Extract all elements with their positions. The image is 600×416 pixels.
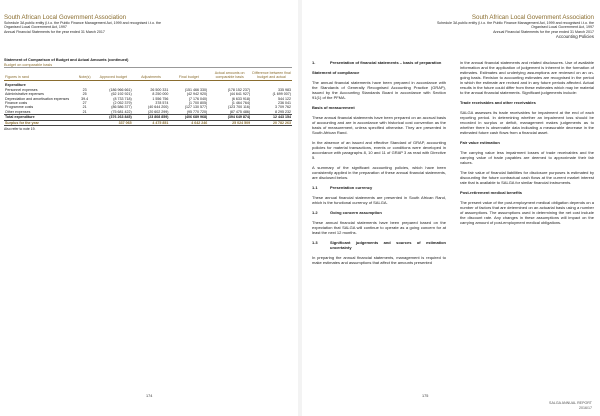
going-concern-paragraph: These annual financial statements have been prepared based on the expectation that SALGA will continue to operate as a going concern for at least the next 12 months.	[312, 220, 446, 235]
trade-receivables-heading: Trade receivables and other receivables	[460, 100, 536, 105]
right-page	[304, 14, 598, 410]
surplus-approved: 337 065	[94, 120, 133, 125]
column-header: Figures in rand	[4, 71, 75, 81]
header-line-3: Annual Financial Statements for the year ended 31 March 2017	[4, 29, 105, 34]
column-header: Actual amounts on comparable basis	[208, 71, 251, 81]
statement-subtitle: Budget on comparable basis	[4, 63, 292, 69]
row-approved: (62 192 921)	[111, 92, 132, 97]
header-line-2: Organised Local Government Act, 1997	[4, 25, 67, 30]
heading-1-2	[312, 210, 446, 215]
row-adjustments: 1 556 756	[152, 96, 169, 101]
policy-column-1	[312, 60, 446, 270]
table-header-row	[4, 71, 292, 81]
column-header: Difference between final budget and actual	[252, 71, 291, 80]
surplus-difference: 20 782 263	[251, 120, 292, 125]
measurement-heading: Basis of measurement	[312, 105, 355, 110]
row-label: Personnel expenses	[5, 87, 38, 92]
row-approved: (186 966 661)	[109, 87, 132, 92]
compliance-paragraph: The annual financial statements have been prepared in accordance with the Standards of Generally Recognised Accounting Practice (GRAP), issued by the Accounting Standards Board in accordance with Section 91(1) of the PFMA.	[312, 80, 446, 100]
row-actual: (6 633 918)	[231, 96, 251, 101]
row-approved: (75 681 422)	[111, 109, 132, 114]
row-adjustments: 26 500 331	[150, 87, 169, 92]
row-final: (127 130 577)	[184, 105, 208, 110]
row-adjustments: (40 644 200)	[148, 105, 169, 110]
org-title: South African Local Government Association	[471, 14, 594, 21]
section-label: Expenditure	[5, 83, 26, 88]
row-approved: (8 733 718)	[113, 96, 132, 101]
row-final: (7 176 040)	[188, 96, 208, 101]
heading-text: Presentation of financial statements – basis of preparation	[330, 60, 442, 65]
budget-statement	[4, 58, 292, 131]
row-label: Depreciation and amortisation expenses	[5, 96, 70, 101]
row-final: (42 942 920)	[186, 92, 208, 97]
header-line-3: Annual Financial Statements for the year ended 31 March 2017	[493, 29, 594, 34]
row-difference: 335 983	[278, 87, 291, 92]
right-page-number: 175	[422, 394, 429, 398]
estimates-paragraph: in the annual financial statements and related disclosures. Use of available information and the application of judgement is inherent in the formation of estimates. Estimates and underlying assumptions are reviewed on an on-going basis. Revision to accounting estimates are recognised in the period in which the estimate are revised and in any future periods affected. Actual results in the future could differ from these estimates which may be material to the annual financial statements. Significant judgements include:	[460, 60, 594, 95]
footer-line-2: 2016/17	[579, 405, 592, 410]
fair-value-heading: Fair value estimation	[460, 140, 500, 145]
heading-1-1	[312, 185, 446, 190]
row-approved: (2 052 379)	[113, 101, 132, 105]
row-difference: 236 041	[278, 101, 291, 105]
row-note: 27	[82, 101, 87, 105]
page-gutter	[298, 0, 302, 416]
row-label: Administrative expenses	[5, 92, 44, 97]
footer-line-1: SALGA ANNUAL REPORT	[549, 401, 592, 406]
left-page-number: 174	[146, 394, 153, 398]
row-difference: 8 295 232	[275, 109, 291, 114]
row-final: (1 700 805)	[188, 101, 208, 105]
surplus-row	[4, 120, 292, 125]
heading-number: 1.1	[312, 185, 318, 190]
heading-number: 1.	[312, 60, 316, 65]
compliance-heading: Statement of compliance	[312, 70, 360, 75]
surplus-final: 4 642 246	[169, 120, 208, 125]
right-header	[304, 14, 598, 39]
row-actual: (178 152 237)	[227, 87, 251, 92]
header-line-1: Schedule 3A public entity (i.t.o. the Public Finance Management Act, 1999 and recognised i.t.o. the	[436, 21, 594, 25]
column-header: Adjustments	[133, 71, 170, 81]
org-title: South African Local Government Association	[4, 14, 127, 21]
row-actual: (1 464 764)	[231, 101, 251, 105]
row-label: Other expenses	[5, 109, 31, 114]
fair-value-paragraph-1: The carrying value less impairment losses of trade receivables and the carrying value of trade payables are deemed to approximate their fair values.	[460, 150, 594, 165]
column-header: Note(s)	[75, 71, 93, 81]
row-note: 21	[82, 105, 87, 110]
budget-table	[4, 71, 292, 126]
row-note: 23	[82, 87, 87, 92]
row-label: Programme costs	[5, 105, 34, 110]
surplus-label: Surplus for the year	[4, 120, 75, 125]
heading-text: Presentation currency	[330, 185, 373, 190]
row-final: (95 770 720)	[186, 109, 208, 114]
heading-1-3	[312, 240, 446, 250]
surplus-note	[75, 120, 93, 125]
trade-receivables-paragraph: SALGA assesses its trade receivables for impairment at the end of each reporting period. In determining whether an impairment loss should be recorded in surplus or deficit, management makes judgements as to whether there is observable data indicating a measurable decrease in the estimated future cash flows from a financial asset.	[460, 110, 594, 135]
row-actual: (87 475 486)	[229, 109, 251, 114]
total-approved: (376 263 845)	[94, 115, 133, 120]
statement-title: Statement of Comparison of Budget and Actual Amounts (continued)	[4, 58, 129, 62]
measurement-paragraph-2: In the absence of an issued and effective Standard of GRAP, accounting policies for material transactions, events or conditions were developed in accordance with paragraphs 8, 10 and 11 of GRAP 3 as read with Directive 5.	[312, 140, 446, 160]
left-page	[2, 14, 296, 410]
header-line-1: Schedule 3A public entity (i.t.o. the Public Finance Management Act, 1999 and recognised i.t.o. the	[4, 21, 162, 25]
heading-number: 1.3	[312, 240, 318, 245]
policy-column-2	[460, 60, 594, 270]
surplus-adjustments: 4 475 851	[133, 120, 170, 125]
post-retirement-paragraph: The present value of the post-employment medical obligation depends on a number of factors that are determined on an actuarial basis using a number of assumptions. The assumptions used in determining the net cost include the discount rate. Any changes in these assumptions will impact on the carrying amount of post-employment medical obligations.	[460, 200, 594, 225]
post-retirement-heading: Post-retirement medical benefits	[460, 190, 523, 195]
heading-number: 1.2	[312, 210, 318, 215]
total-final: (406 689 968)	[169, 115, 208, 120]
column-header: Approved budget	[94, 71, 133, 81]
row-note: 39.4	[81, 96, 89, 101]
heading-text: Going concern assumption	[330, 210, 382, 215]
measurement-paragraph-1: These annual financial statements have been prepared on an accrual basis of accounting and are in accordance with historical cost convention as the basis of measurement, unless specified otherwise. They are presented in South African Rand.	[312, 115, 446, 135]
judgements-paragraph: In preparing the annual financial statements, management is required to make estimates and assumptions that affect the amounts presented	[312, 255, 446, 265]
section-row	[4, 81, 292, 88]
report-footer	[549, 401, 592, 410]
row-actual: (44 641 927)	[229, 92, 251, 97]
row-adjustments: (20 602 299)	[148, 109, 169, 114]
row-label: Finance costs	[5, 101, 28, 105]
total-label: Total expenditure	[4, 115, 75, 120]
row-final: (151 466 330)	[184, 87, 208, 92]
total-adjustments: (23 808 859)	[133, 115, 170, 120]
total-difference: 12 443 154	[251, 115, 292, 120]
heading-text: Significant judgements and sources of estimation uncertainty	[330, 240, 446, 250]
header-line-2: Organised Local Government Act, 1997	[531, 25, 594, 30]
row-difference: (1 699 007)	[272, 92, 291, 97]
row-note: 25	[82, 92, 87, 97]
row-adjustments: 8 250 000	[152, 92, 169, 97]
row-approved: (86 586 377)	[111, 105, 132, 110]
section-title: Accounting Policies	[555, 33, 594, 39]
row-actual: (123 700 116)	[227, 105, 251, 110]
heading-1	[312, 60, 446, 65]
row-difference: 544 122	[278, 96, 291, 101]
left-header	[2, 14, 296, 34]
column-header: Final budget	[169, 71, 208, 81]
measurement-paragraph-3: A summary of the significant accounting policies, which have been consistently applied in the preparation of these annual financial statements, are disclosed below.	[312, 165, 446, 180]
row-adjustments: 378 574	[155, 101, 169, 105]
also-refer-note: Also refer to note 19.	[4, 127, 36, 132]
currency-paragraph: These annual financial statements are presented in South African Rand, which is the functional currency of SALGA.	[312, 195, 446, 205]
row-difference: 3 709 762	[275, 105, 291, 110]
row-note: 21	[82, 109, 87, 114]
total-actual: (394 649 874)	[208, 115, 251, 120]
surplus-actual: 25 024 509	[208, 120, 251, 125]
policy-columns	[312, 60, 594, 270]
fair-value-paragraph-2: The fair value of financial liabilities for disclosure purposes is estimated by discounting the future contractual cash flows at the current market interest rate that is available to SALGA for similar financial instruments.	[460, 170, 594, 185]
